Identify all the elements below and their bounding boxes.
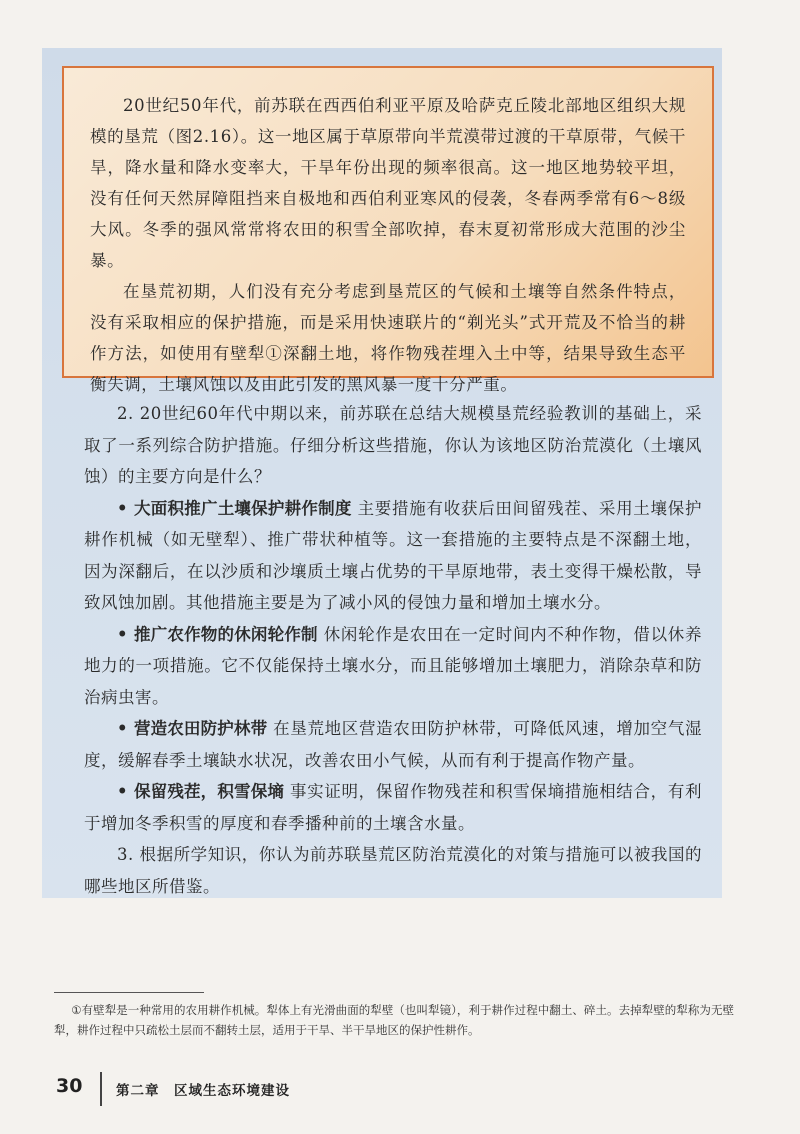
case-paragraph-2: 在垦荒初期，人们没有充分考虑到垦荒区的气候和土壤等自然条件特点，没有采取相应的保护措施，而是采用快速联片的“剃光头”式开荒及不恰当的耕作方法，如使用有壁犁①深翻土地，将作物残茬埋入土中等，结果导致生态平衡失调，土壤风蚀以及由此引发的黑风暴一度十分严重。 (90, 282, 686, 394)
bullet-icon: • (117, 719, 129, 738)
measure-title: 保留残茬，积雪保墒 (133, 782, 285, 801)
chapter-title: 第二章 区域生态环境建设 (116, 1083, 290, 1099)
page-number: 30 (56, 1075, 83, 1097)
case-paragraph-1: 20世纪50年代，前苏联在西西伯利亚平原及哈萨克丘陵北部地区组织大规模的垦荒（图2.16）。这一地区属于草原带向半荒漠带过渡的干草原带，气候干旱，降水量和降水变率大，干旱年份出现的频率很高。这一地区地势较平坦，没有任何天然屏障阻挡来自极地和西伯利亚寒风的侵袭，冬春两季常有6～8级大风。冬季的强风常常将农田的积雪全部吹掉，春末夏初常形成大范围的沙尘暴。 (90, 96, 686, 270)
measure-item-2 (84, 619, 702, 714)
question-3: 3. 根据所学知识，你认为前苏联垦荒区防治荒漠化的对策与措施可以被我国的哪些地区所借鉴。 (84, 845, 702, 896)
bullet-icon: • (117, 782, 129, 801)
question-2: 2. 20世纪60年代中期以来，前苏联在总结大规模垦荒经验教训的基础上，采取了一系列综合防护措施。仔细分析这些措施，你认为该地区防治荒漠化（土壤风蚀）的主要方向是什么？ (84, 404, 702, 486)
measure-item-4 (84, 776, 702, 839)
measure-title: 推广农作物的休闲轮作制 (134, 624, 318, 644)
measure-title: 营造农田防护林带 (133, 719, 268, 738)
activity-questions (84, 398, 702, 902)
measure-text: 主要措施有收获后田间留残茬、采用土壤保护耕作机械（如无壁犁）、推广带状种植等。这一套措施的主要特点是不深翻土地，因为深翻后，在以沙质和沙壤质土壤占优势的干旱原地带，表土变得干燥松散，导致风蚀加剧。其他措施主要是为了减小风的侵蚀力量和增加土壤水分。 (84, 498, 703, 612)
measure-text: 在垦荒地区营造农田防护林带，可降低风速，增加空气湿度，缓解春季土壤缺水状况，改善农田小气候，从而有利于提高作物产量。 (84, 719, 703, 770)
footnote-divider (54, 992, 204, 993)
measure-text: 事实证明，保留作物残茬和积雪保墒措施相结合，有利于增加冬季积雪的厚度和春季播种前的土壤含水量。 (84, 782, 702, 833)
footer-divider (100, 1072, 102, 1106)
measure-item-1 (84, 493, 702, 619)
case-study-box (62, 66, 714, 394)
measure-title: 大面积推广土壤保护耕作制度 (134, 498, 352, 518)
bullet-icon: • (117, 624, 129, 644)
measure-item-3 (84, 713, 702, 776)
bullet-icon: • (117, 498, 129, 518)
footnote: ①有壁犁是一种常用的农用耕作机械。犁体上有光滑曲面的犁壁（也叫犁镜），利于耕作过程中翻土、碎土。去掉犁壁的犁称为无壁犁，耕作过程中只疏松土层而不翻转土层，适用于干旱、半干旱地区的保护性耕作。 (54, 1003, 734, 1037)
measure-text: 休闲轮作是农田在一定时间内不种作物，借以休养地力的一项措施。它不仅能保持土壤水分，而且能够增加土壤肥力，消除杂草和防治病虫害。 (84, 624, 702, 707)
